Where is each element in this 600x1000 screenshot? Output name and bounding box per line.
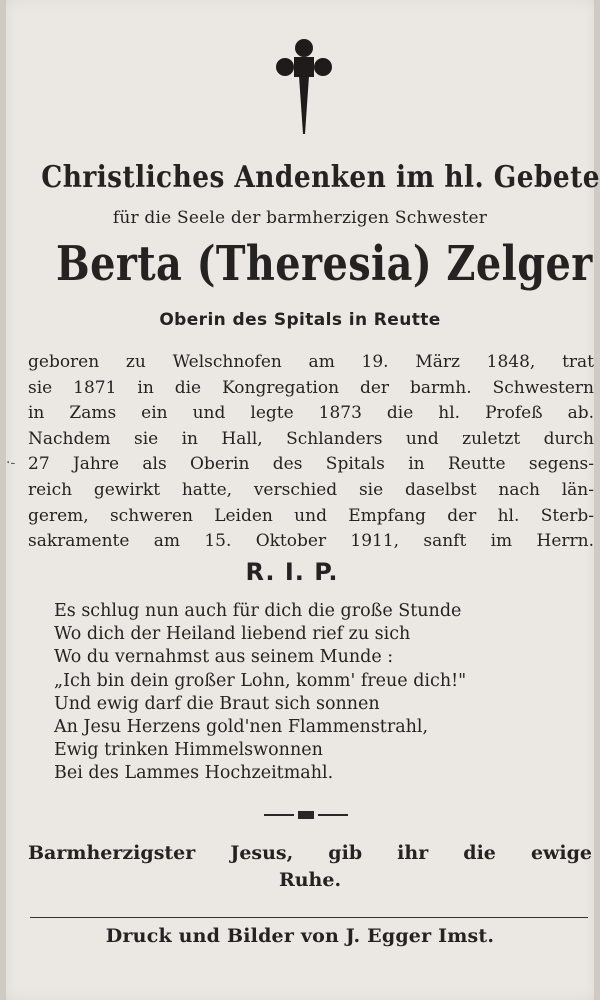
biography-line: in Zams ein und legte 1873 die hl. Profeß ab. [28,403,594,424]
poem-line: An Jesu Herzens gold'nen Flammenstrahl, [54,716,429,737]
poem-line: Wo du vernahmst aus seinem Munde : [54,647,394,668]
deceased-role: Oberin des Spitals in Reutte [159,310,441,330]
poem-line: „Ich bin dein großer Lohn, komm' freue dich!" [54,670,467,691]
biography-line: geboren zu Welschnofen am 19. März 1848, trat [28,352,594,372]
ornament-divider [264,810,348,820]
card-heading: Christliches Andenken im hl. Gebete [41,160,600,195]
biography-line: Nachdem sie in Hall, Schlanders und zuletzt durch [28,428,594,449]
poem-line: Es schlug nun auch für dich die große Stunde [54,601,462,621]
soul-dedication: für die Seele der barmherzigen Schwester [112,208,488,228]
biography-line: gerem, schweren Leiden und Empfang der hl. Sterb- [28,505,594,526]
ornament-rule [318,814,348,816]
prayer-line: Ruhe. [278,869,342,891]
prayer-line: Barmherzigster Jesus, gib ihr die ewige [28,842,592,864]
rip-heading: R. I. P. [245,558,339,586]
poem-line: Und ewig darf die Braut sich sonnen [54,693,380,714]
poem-line: Wo dich der Heiland liebend rief zu sich [54,624,411,645]
memorial-card [6,0,600,1000]
poem-line: Bei des Lammes Hochzeitmahl. [54,763,334,784]
biography-line: reich gewirkt hatte, verschied sie daselbst nach län- [28,479,594,500]
deceased-name: Berta (Theresia) Zelger [55,236,593,292]
closing-prayer [28,840,592,894]
biography-line: 27 Jahre als Oberin des Spitals in Reutte segens- [28,454,594,475]
cross-icon [274,38,334,138]
ornament-rule [264,814,294,816]
printer-credit: Druck und Bilder von J. Egger Imst. [105,925,495,947]
poem [54,600,574,786]
biography-line: sakramente am 15. Oktober 1911, sanft im Herrn. [28,531,594,552]
footer-divider [30,917,588,918]
biography [28,350,594,555]
poem-line: Ewig trinken Himmelswonnen [54,740,323,761]
biography-line: sie 1871 in die Kongregation der barmh. Schwestern [28,377,594,398]
ornament-block [298,811,314,819]
margin-mark: ·- [6,455,16,471]
